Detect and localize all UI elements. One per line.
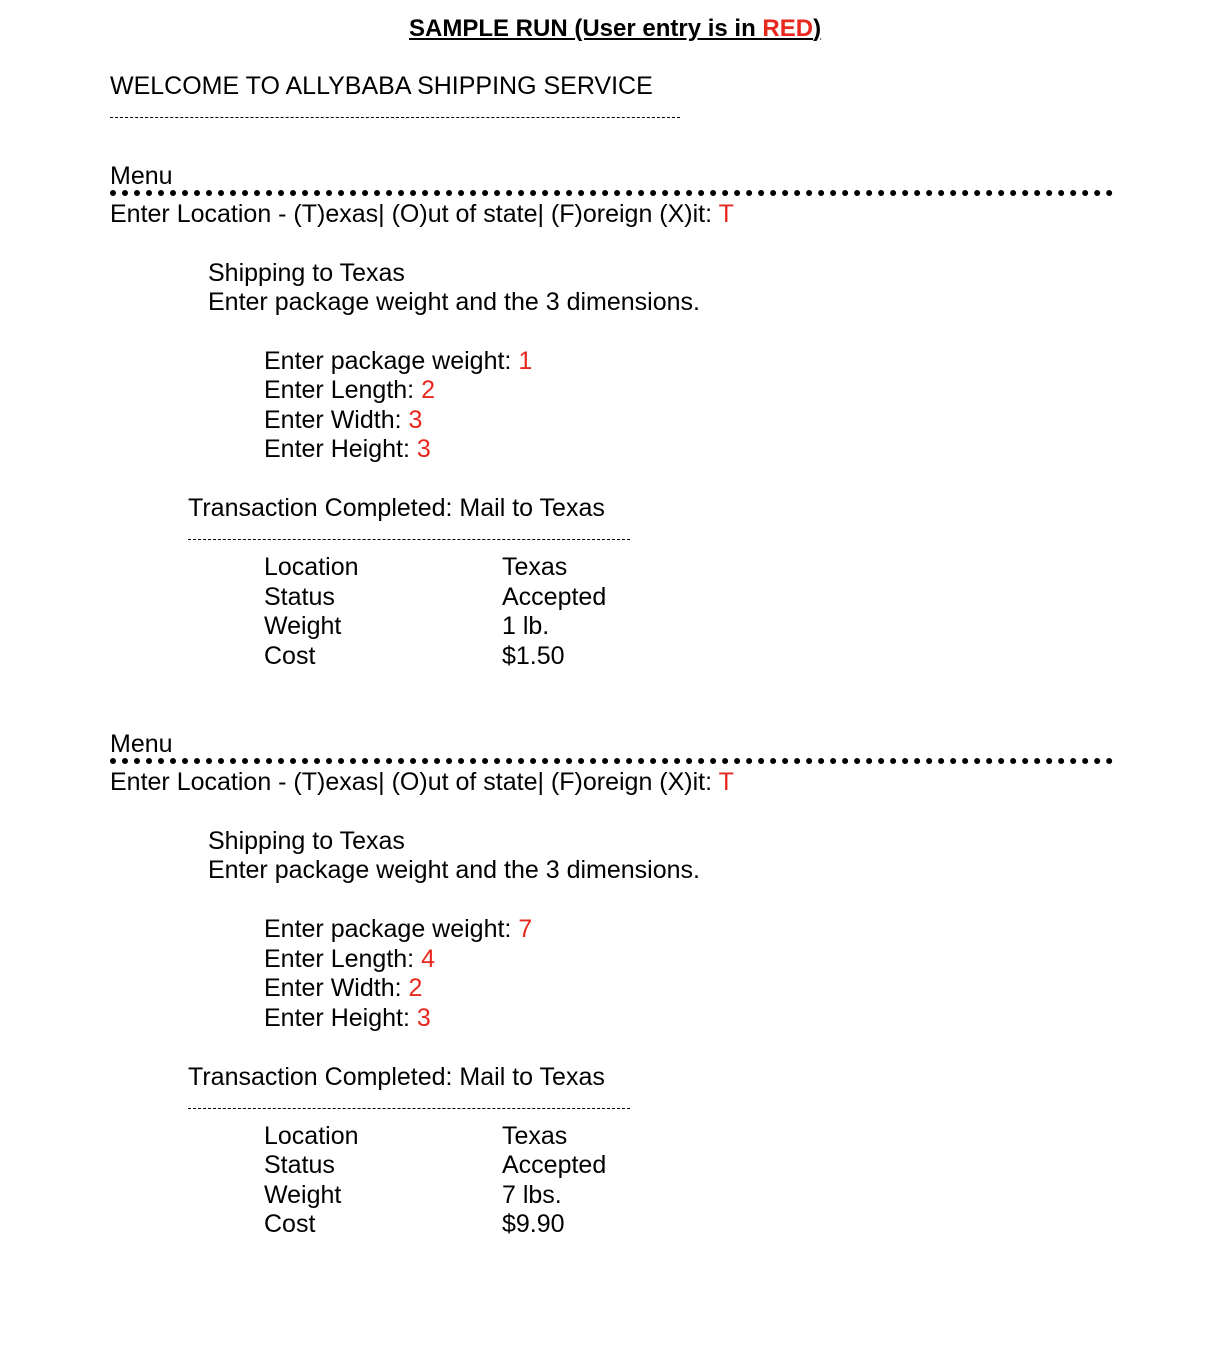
page-title bbox=[409, 17, 821, 41]
input-length bbox=[264, 947, 435, 972]
summary-divider bbox=[188, 539, 630, 540]
input-weight-label: Enter package weight: bbox=[264, 915, 519, 943]
summary-key-weight: Weight bbox=[264, 612, 342, 640]
input-height bbox=[264, 437, 431, 462]
input-width bbox=[264, 976, 422, 1001]
input-height-label: Enter Height: bbox=[264, 1004, 417, 1032]
shipping-to: Shipping to Texas bbox=[208, 259, 405, 287]
location-prompt-text: Enter Location - (T)exas| (O)ut of state| (F)oreign (X)it: bbox=[110, 768, 719, 796]
location-prompt bbox=[110, 770, 734, 795]
input-width-label: Enter Width: bbox=[264, 974, 409, 1002]
input-height-label: Enter Height: bbox=[264, 435, 417, 463]
dimension-instruction: Enter package weight and the 3 dimensions. bbox=[208, 288, 700, 316]
summary-value-cost: $9.90 bbox=[502, 1210, 565, 1238]
title-prefix: SAMPLE RUN (User entry is in bbox=[409, 15, 763, 42]
dimension-instruction: Enter package weight and the 3 dimensions. bbox=[208, 856, 700, 884]
summary-value-location: Texas bbox=[502, 1122, 568, 1150]
title-suffix: ) bbox=[813, 15, 822, 42]
input-width-label: Enter Width: bbox=[264, 406, 409, 434]
summary-value-location: Texas bbox=[502, 553, 568, 581]
input-length-value: 2 bbox=[421, 376, 435, 404]
transaction-completed: Transaction Completed: Mail to Texas bbox=[188, 494, 605, 522]
summary-value-weight: 1 lb. bbox=[502, 612, 550, 640]
summary-key-status: Status bbox=[264, 1151, 335, 1179]
summary-key-cost: Cost bbox=[264, 1210, 316, 1238]
location-prompt-text: Enter Location - (T)exas| (O)ut of state| (F)oreign (X)it: bbox=[110, 200, 719, 228]
input-height-value: 3 bbox=[416, 1004, 431, 1032]
menu-label: Menu bbox=[110, 730, 173, 758]
transaction-completed: Transaction Completed: Mail to Texas bbox=[188, 1063, 605, 1091]
welcome-banner: WELCOME TO ALLYBABA SHIPPING SERVICE bbox=[110, 72, 653, 100]
input-length-label: Enter Length: bbox=[264, 945, 422, 973]
input-width-value: 2 bbox=[408, 974, 423, 1002]
shipping-to: Shipping to Texas bbox=[208, 827, 405, 855]
input-weight bbox=[264, 917, 532, 942]
menu-label: Menu bbox=[110, 162, 173, 190]
input-weight-label: Enter package weight: bbox=[264, 347, 519, 375]
welcome-divider bbox=[110, 117, 680, 118]
summary-key-weight: Weight bbox=[264, 1181, 342, 1209]
location-choice: T bbox=[718, 768, 734, 796]
menu-divider bbox=[110, 190, 1113, 196]
summary-key-cost: Cost bbox=[264, 642, 316, 670]
input-length-label: Enter Length: bbox=[264, 376, 422, 404]
summary-key-location: Location bbox=[264, 1122, 359, 1150]
input-height-value: 3 bbox=[416, 435, 431, 463]
summary-value-cost: $1.50 bbox=[502, 642, 565, 670]
input-weight bbox=[264, 349, 532, 374]
summary-key-status: Status bbox=[264, 583, 335, 611]
summary-divider bbox=[188, 1108, 630, 1109]
summary-value-weight: 7 lbs. bbox=[502, 1181, 562, 1209]
summary-value-status: Accepted bbox=[502, 583, 607, 611]
input-width bbox=[264, 408, 422, 433]
input-weight-value: 1 bbox=[518, 347, 533, 375]
location-prompt bbox=[110, 202, 734, 227]
title-highlight: RED bbox=[762, 15, 814, 42]
input-height bbox=[264, 1006, 431, 1031]
summary-key-location: Location bbox=[264, 553, 359, 581]
input-width-value: 3 bbox=[408, 406, 423, 434]
location-choice: T bbox=[718, 200, 734, 228]
menu-divider bbox=[110, 758, 1113, 764]
summary-value-status: Accepted bbox=[502, 1151, 607, 1179]
input-length-value: 4 bbox=[421, 945, 435, 973]
input-weight-value: 7 bbox=[518, 915, 533, 943]
input-length bbox=[264, 378, 435, 403]
